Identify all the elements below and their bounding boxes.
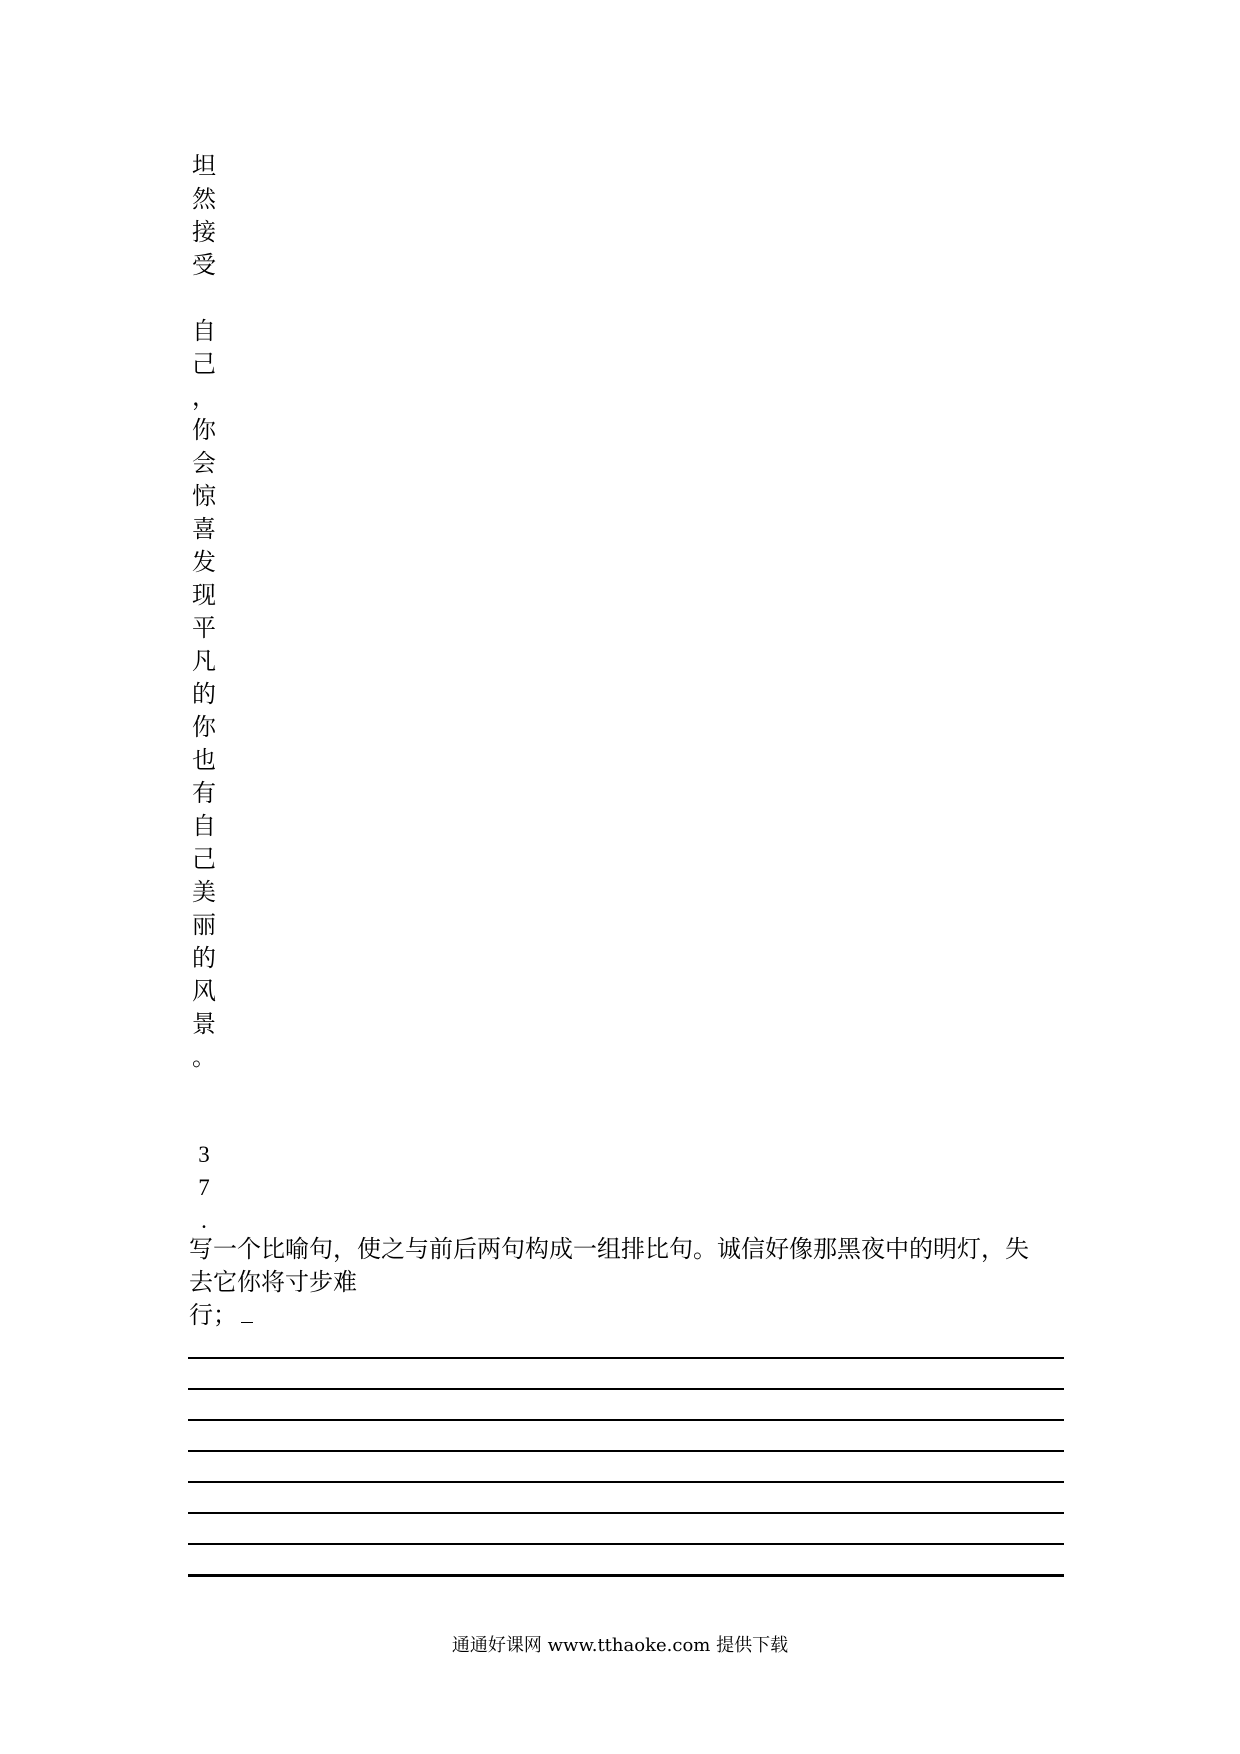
answer-line[interactable] (188, 1388, 1064, 1419)
question-prompt (189, 1233, 1069, 1332)
vertical-char: 有 (192, 779, 216, 807)
answer-line[interactable] (188, 1419, 1064, 1450)
answer-area[interactable] (188, 1357, 1064, 1577)
vertical-char: 自 (192, 317, 216, 345)
vertical-char: 你 (192, 713, 216, 741)
vertical-char: 。 (192, 1043, 216, 1071)
vertical-char: 然 (192, 185, 216, 213)
answer-line[interactable] (188, 1543, 1064, 1574)
inline-blank[interactable] (241, 1304, 253, 1323)
prompt-line-1: 写一个比喻句，使之与前后两句构成一组排比句。诚信好像那黑夜中的明灯，失 (189, 1235, 1029, 1263)
vertical-char: 接 (192, 218, 216, 246)
vertical-char: 喜 (192, 515, 216, 543)
answer-line[interactable] (188, 1357, 1064, 1388)
prompt-line-3 (189, 1299, 1069, 1332)
vertical-char: ， (192, 383, 216, 411)
question-number-char: . (201, 1208, 207, 1233)
vertical-gap (189, 282, 219, 315)
vertical-char: 自 (192, 812, 216, 840)
vertical-char: 景 (192, 1010, 216, 1038)
question-number (189, 1138, 219, 1237)
vertical-char: 风 (192, 977, 216, 1005)
vertical-char: 己 (192, 845, 216, 873)
question-number-char: 7 (198, 1175, 210, 1200)
vertical-char: 凡 (192, 647, 216, 675)
vertical-char: 惊 (192, 482, 216, 510)
vertical-char: 己 (192, 350, 216, 378)
vertical-char: 坦 (192, 152, 216, 180)
vertical-char: 现 (192, 581, 216, 609)
vertical-char: 发 (192, 548, 216, 576)
vertical-passage (189, 150, 219, 1074)
vertical-char: 丽 (192, 911, 216, 939)
vertical-char: 的 (192, 680, 216, 708)
answer-line[interactable] (188, 1574, 1064, 1577)
vertical-char: 你 (192, 416, 216, 444)
vertical-char: 也 (192, 746, 216, 774)
vertical-char: 受 (192, 251, 216, 279)
answer-line[interactable] (188, 1481, 1064, 1512)
vertical-char: 美 (192, 878, 216, 906)
prompt-line-3-text: 行； (189, 1301, 237, 1329)
vertical-char: 会 (192, 449, 216, 477)
answer-line[interactable] (188, 1450, 1064, 1481)
question-number-char: 3 (198, 1142, 210, 1167)
vertical-char: 的 (192, 944, 216, 972)
prompt-line-2: 去它你将寸步难 (189, 1268, 357, 1296)
page-footer: 通通好课网 www.tthaoke.com 提供下载 (451, 1635, 789, 1656)
vertical-char: 平 (192, 614, 216, 642)
answer-line[interactable] (188, 1512, 1064, 1543)
